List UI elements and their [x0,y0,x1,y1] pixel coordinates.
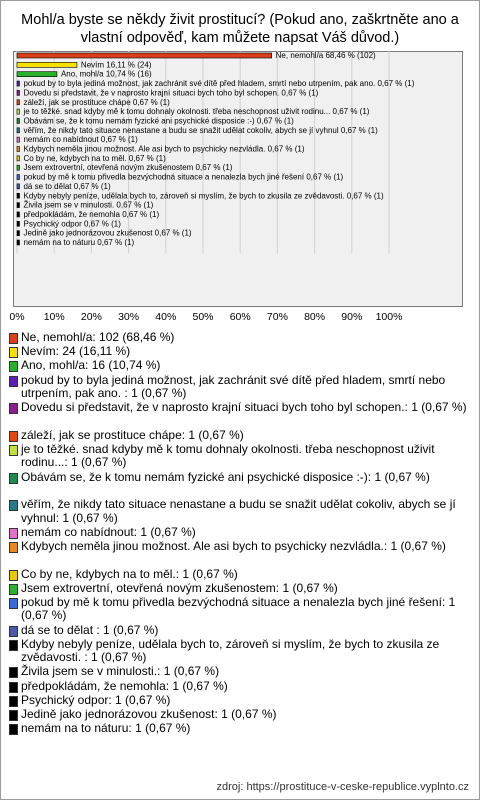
x-tick-label: 40% [155,311,177,323]
chart-title: Mohl/a byste se někdy živit prostitucí? (Pokud ano, zaškrtněte ano a vlastní odpověď, kam můžete napsat Váš důvod.) [21,12,459,46]
bar [17,231,19,236]
bar-label: pokud by mě k tomu přivedla bezvýchodná situace a nenalezla bych jiné řešení 0,67 % (1) [23,172,344,182]
legend-swatch [9,347,18,358]
bar [17,147,19,152]
bar-label: Jedině jako jednorázovou zkušenost 0,67 % (1) [23,228,192,238]
bar [17,81,19,86]
legend-swatch [9,696,18,707]
bar [17,212,19,217]
bar [17,156,19,161]
bar-label: Psychický odpor 0,67 % (1) [23,219,121,229]
legend-swatch [9,682,18,693]
legend-swatch [9,640,18,651]
x-tick-label: 10% [43,311,65,323]
legend-label: nemám co nabídnout: 1 (0,67 %) [21,524,196,539]
x-tick-label: 50% [192,311,214,323]
bar-label: předpokládám, že nemohla 0,67 % (1) [23,209,160,219]
legend-label: Obávám se, že k tomu nemám fyzické ani psychické disposice :-): 1 (0,67 %) [21,469,430,484]
bar [17,72,57,77]
legend-swatch [9,724,18,735]
bar-label: Ne, nemohl/a 68,46 % (102) [275,51,376,60]
bar [17,109,19,114]
bar [17,203,19,208]
bar [17,118,19,123]
legend-swatch [9,570,18,581]
bar-label: Nevím 16,11 % (24) [80,60,152,70]
legend-swatch [9,710,18,721]
legend-swatch [9,403,18,414]
bar-label: Kdybych neměla jinou možnost. Ale asi bych to psychicky nezvládla. 0,67 % (1) [23,144,305,154]
legend-swatch [9,598,18,609]
legend-label: Co by ne, kdybych na to měl.: 1 (0,67 %) [21,566,238,581]
bar [17,62,77,67]
bar-label: Živila jsem se v minulosti. 0,67 % (1) [23,200,154,210]
x-tick-label: 90% [341,311,363,323]
legend-swatch [9,361,18,372]
bar-label: Co by ne, kdybych na to měl. 0,67 % (1) [23,153,166,163]
bar [17,184,19,189]
bar [17,100,19,105]
legend-label: Jsem extrovertní, otevřená novým zkušenostem: 1 (0,67 %) [21,580,338,595]
legend-label: Psychický odpor: 1 (0,67 %) [21,692,171,707]
x-tick-label: 0% [9,311,25,323]
bar [17,137,19,142]
legend-label: věřím, že nikdy tato situace nenastane a budu se snažit udělat cokoliv, abych se jí vyhnul: 1 (0,67 %) [21,497,456,525]
bar-label: Jsem extrovertní, otevřená novým zkušenostem 0,67 % (1) [23,163,233,173]
bar-label: Ano, mohl/a 10,74 % (16) [60,69,152,79]
source-note: zdroj: https://prostituce-v-ceske-republice.vyplnto.cz [216,781,469,793]
legend-label: je to těžké. snad kdyby mě k tomu dohnaly okolnosti. třeba neschopnost uživit rodinu...: 1 (0,67 %) [21,442,435,470]
x-tick-label: 100% [375,311,403,323]
legend-label: pokud by mě k tomu přivedla bezvýchodná situace a nenalezla bych jiné řešení: 1 (0,67 %) [21,595,456,623]
legend-label: Dovedu si představit, že v naprosto krajní situaci bych toho byl schopen.: 1 (0,67 %) [21,400,467,415]
bar-label: Kdyby nebyly peníze, udělala bych to, zároveň si myslím, že bych to zkusila ze zvědavosti. 0,67 % (1) [23,191,384,201]
legend-swatch [9,626,18,637]
bar [17,193,19,198]
bar-label: věřím, že nikdy tato situace nenastane a budu se snažit udělat cokoliv, abych se jí vyhnul 0,67 % (1) [23,125,378,135]
bar-label: nemám co nabídnout 0,67 % (1) [23,135,138,145]
legend-swatch [9,431,18,442]
legend-label: předpokládám, že nemohla: 1 (0,67 %) [21,678,228,693]
legend-label: Nevím: 24 (16,11 %) [21,344,131,359]
legend-swatch [9,333,18,344]
bar-label: Obávám se, že k tomu nemám fyzické ani psychické disposice :-) 0,67 % (1) [23,116,294,126]
legend-label: nemám na to náturu: 1 (0,67 %) [21,721,191,736]
bar-label: nemám na to náturu 0,67 % (1) [23,238,135,247]
bar-label: dá se to dělat 0,67 % (1) [23,181,111,191]
legend-label: dá se to dělat : 1 (0,67 %) [21,622,159,637]
bar [17,221,19,226]
x-tick-label: 80% [304,311,326,323]
chart-svg [1,1,479,331]
x-tick-label: 20% [80,311,102,323]
legend-swatch [9,445,18,456]
legend-label: záleží, jak se prostituce chápe: 1 (0,67 %) [21,427,244,442]
bar-label: záleží, jak se prostituce chápe 0,67 % (1) [23,97,170,107]
bar [17,53,272,58]
legend-label: Ne, nemohl/a: 102 (68,46 %) [21,330,175,344]
x-tick-label: 70% [266,311,288,323]
x-tick-label: 60% [229,311,251,323]
legend-label: Živila jsem se v minulosti.: 1 (0,67 %) [21,664,220,679]
legend-label: Kdybych neměla jinou možnost. Ale asi bych to psychicky nezvládla.: 1 (0,67 %) [21,539,446,553]
bar [17,90,19,95]
bar [17,175,19,180]
legend-swatch [9,528,18,539]
bar-label: Dovedu si představit, že v naprosto krajní situaci bych toho byl schopen. 0,67 % (1) [23,88,319,98]
bar-label: je to těžké. snad kdyby mě k tomu dohnaly okolnosti. třeba neschopnost uživit rodinu... 0,67 % (1) [23,107,370,117]
legend-label: Kdyby nebyly peníze, udělala bych to, zároveň si myslím, že bych to zkusila ze zvědavosti. : 1 (0,67 %) [21,636,440,665]
legend-swatch [9,500,18,511]
legend-label: Jedině jako jednorázovou zkušenost: 1 (0,67 %) [21,707,277,721]
legend-label: Ano, mohl/a: 16 (10,74 %) [21,358,161,373]
legend-swatch [9,473,18,484]
legend-swatch [9,542,18,553]
bar-label: pokud by to byla jediná možnost, jak zachránit své dítě před hladem, smrtí nebo utrpením, pak ano. 0,67 % (1) [23,79,415,89]
bar [17,165,19,170]
legend-label: pokud by to byla jediná možnost, jak zachránit své dítě před hladem, smrtí nebo utrpením, pak ano. : 1 (0,67 %) [21,372,446,400]
x-tick-label: 30% [118,311,140,323]
legend-swatch [9,584,18,595]
bar [17,240,19,245]
bar [17,128,19,133]
legend-swatch [9,376,18,387]
legend-swatch [9,667,18,678]
